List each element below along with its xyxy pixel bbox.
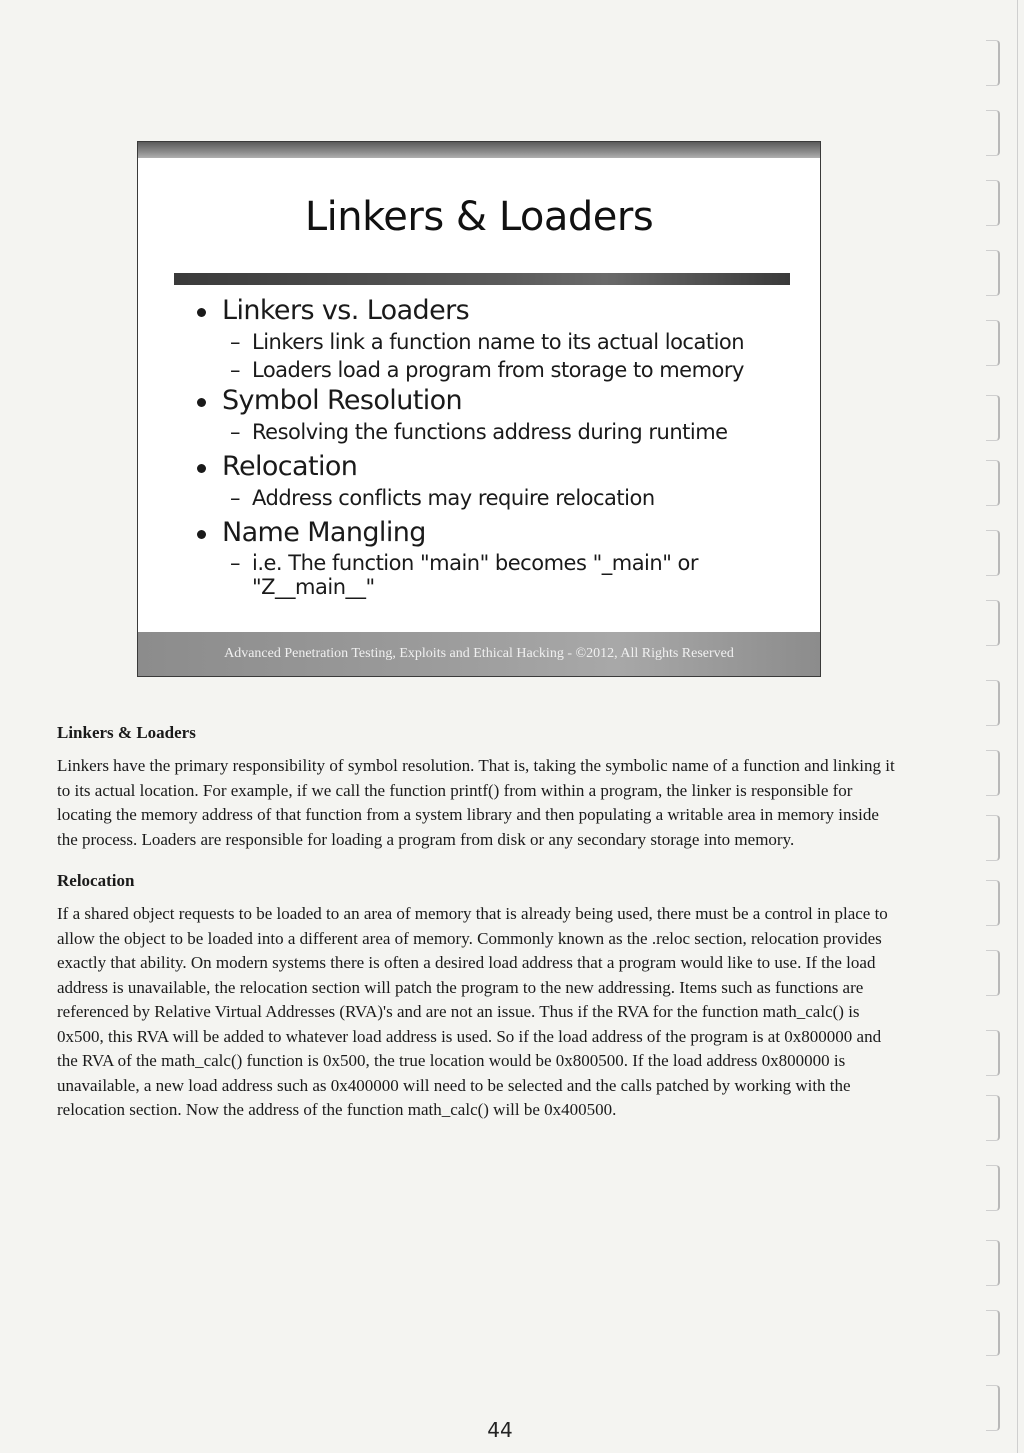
sub-bullet-text: Resolving the functions address during runtime [252, 420, 728, 444]
dash-icon: – [230, 358, 240, 382]
bullet [194, 450, 804, 484]
bullet-dot-icon [197, 398, 206, 407]
sub-bullet [194, 550, 804, 576]
slide-bullets [194, 294, 804, 598]
bullet-text: Linkers vs. Loaders [222, 295, 470, 326]
sub-bullet-text: Linkers link a function name to its actual location [252, 330, 745, 354]
dash-icon: – [230, 420, 240, 444]
sub-bullet-text: "Z__main__" [252, 575, 375, 599]
sub-bullet [194, 328, 804, 356]
binder-hole [986, 250, 1000, 296]
binder-hole [986, 680, 1000, 726]
binder-hole [986, 110, 1000, 156]
notes-heading: Relocation [57, 871, 135, 890]
bullet-dot-icon [197, 308, 206, 317]
slide [137, 141, 821, 677]
sub-bullet-continuation [194, 576, 804, 598]
bullet [194, 384, 804, 418]
sub-bullet [194, 356, 804, 384]
binder-hole [986, 320, 1000, 366]
binder-hole [986, 600, 1000, 646]
binder-hole [986, 750, 1000, 796]
bullet [194, 294, 804, 328]
bullet-dot-icon [197, 464, 206, 473]
binder-hole [986, 1095, 1000, 1141]
binder-hole [986, 1165, 1000, 1211]
binder-edge [964, 0, 1024, 1453]
slide-title-rule [174, 273, 790, 285]
bullet-text: Symbol Resolution [222, 385, 463, 416]
sub-bullet [194, 484, 804, 512]
dash-icon: – [230, 551, 240, 575]
dash-icon: – [230, 330, 240, 354]
notes-paragraph: Linkers have the primary responsibility of symbol resolution. That is, taking the symbolic name of a function and linking it to its actual location. For example, if we call the function printf() from within a program, the linker is responsible for locating the memory address of that function from a system library and then populating a writable area in memory inside the process. Loaders are responsible for loading a program from disk or any secondary storage into memory. [57, 756, 895, 849]
notes [57, 722, 903, 1141]
bullet-text: Relocation [222, 451, 358, 482]
slide-title: Linkers & Loaders [304, 194, 654, 240]
binder-hole [986, 530, 1000, 576]
sub-bullet-text: i.e. The function "main" becomes "_main" or [252, 551, 699, 575]
binder-hole [986, 180, 1000, 226]
sub-bullet-text: Loaders load a program from storage to memory [252, 358, 744, 382]
binder-hole [986, 950, 1000, 996]
binder-hole [986, 880, 1000, 926]
slide-top-bar [138, 142, 820, 158]
binder-hole [986, 815, 1000, 861]
binder-hole [986, 1240, 1000, 1286]
binder-hole [986, 40, 1000, 86]
dash-icon: – [230, 486, 240, 510]
notes-paragraph: If a shared object requests to be loaded to an area of memory that is already being used, there must be a control in place to allow the object to be loaded into a different area of memory. Commonly known as the .reloc section, relocation provides exactly that ability. On modern systems there is often a desired load address that a program would like to use. If the load address is unavailable, the relocation section will patch the program to the new addressing. Items such as functions are referenced by Relative Virtual Addresses (RVA)'s and are not an issue. Thus if the RVA for the function math_calc() is 0x500, this RVA will be added to whatever load address is used. So if the load address of the program is at 0x800000 and the RVA of the math_calc() function is 0x500, the true location would be 0x800500. If the load address 0x800000 is unavailable, a new load address such as 0x400000 will need to be selected and the calls patched by working with the relocation section. Now the address of the function math_calc() will be 0x400500. [57, 904, 888, 1119]
notes-heading: Linkers & Loaders [57, 723, 196, 742]
sub-bullet-text: Address conflicts may require relocation [252, 486, 655, 510]
bullet-dot-icon [197, 530, 206, 539]
page-number: 44 [487, 1418, 513, 1442]
sub-bullet [194, 418, 804, 446]
binder-hole [986, 1030, 1000, 1076]
bullet-text: Name Mangling [222, 517, 426, 548]
binder-hole [986, 1310, 1000, 1356]
binder-hole [986, 460, 1000, 506]
bullet [194, 516, 804, 550]
binder-rule [1017, 0, 1018, 1453]
binder-hole [986, 395, 1000, 441]
slide-footer: Advanced Penetration Testing, Exploits and Ethical Hacking - ©2012, All Rights Reserved [138, 632, 820, 676]
